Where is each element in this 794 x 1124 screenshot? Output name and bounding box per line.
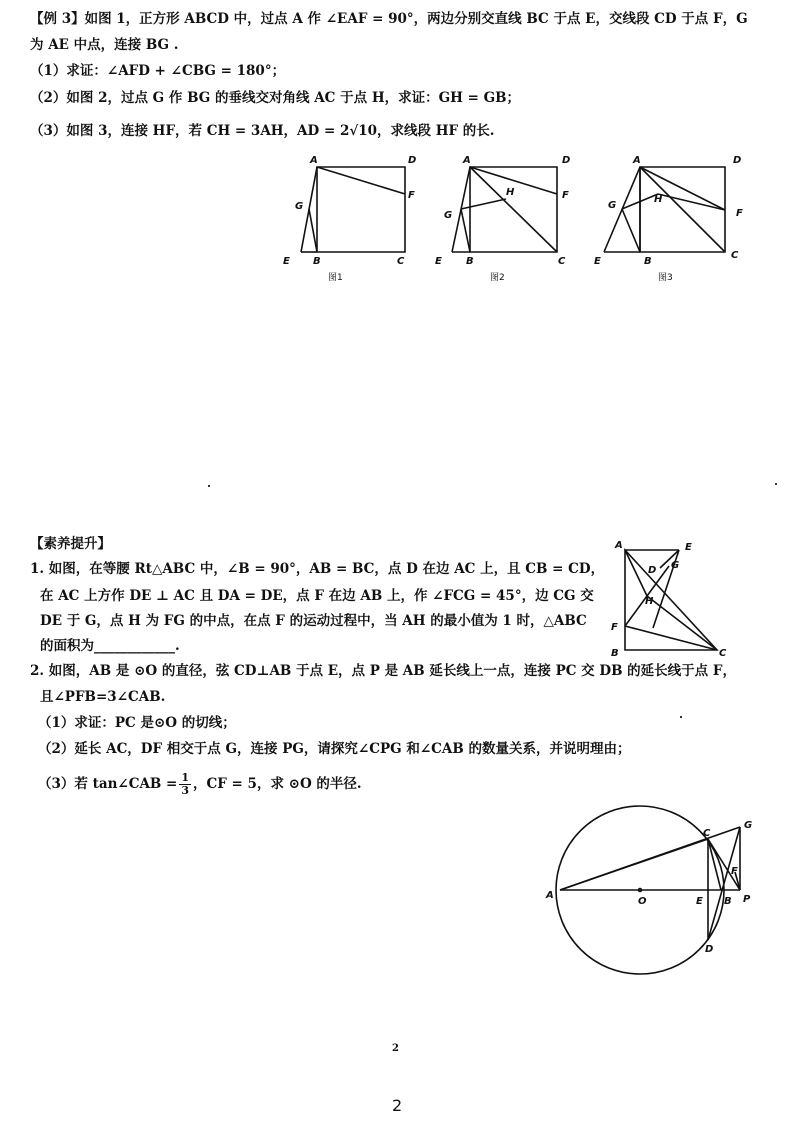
pt-d: D (562, 155, 571, 166)
pt-a: A (546, 890, 554, 901)
p1-line1: 1. 如图，在等腰 Rt△ABC 中，∠B = 90°，AB = BC，点 D 在边 AC 上，且 CB = CD， (30, 561, 605, 577)
p1-line2: 在 AC 上方作 DE ⊥ AC 且 DA = DE，点 F 在边 AB 上，作 ∠FCG = 45°，边 CG 交 (40, 588, 594, 604)
pt-f: F (408, 190, 415, 201)
fraction-numerator: 1 (181, 771, 190, 784)
pt-e: E (435, 256, 442, 267)
pt-b: B (644, 256, 652, 267)
pt-c: C (731, 250, 739, 261)
example3-q1: （1）求证：∠AFD + ∠CBG = 180°； (30, 63, 286, 79)
pt-c: C (719, 648, 727, 659)
pt-d: D (705, 944, 714, 955)
pt-c: C (558, 256, 566, 267)
figure-2 (430, 150, 580, 270)
pt-a: A (615, 540, 623, 551)
fraction-denominator: 3 (181, 784, 190, 797)
scan-speck (775, 483, 777, 485)
p2-line2: 且∠PFB=3∠CAB. (40, 689, 166, 705)
pt-g: G (608, 200, 617, 211)
p2-q1: （1）求证：PC 是⊙O 的切线； (38, 715, 236, 731)
p2-q2: （2）延长 AC，DF 相交于点 G，连接 PG，请探究∠CPG 和∠CAB 的数量关系，并说明理由； (38, 741, 631, 757)
pt-a: A (463, 155, 471, 166)
pt-b: B (611, 648, 619, 659)
pt-c: C (703, 828, 711, 839)
pt-f: F (731, 866, 738, 877)
example3-line1: 【例 3】如图 1，正方形 ABCD 中，过点 A 作 ∠EAF = 90°，两边分别交直线 BC 于点 E，交线段 CD 于点 F，G (30, 11, 748, 27)
pt-d: D (408, 155, 417, 166)
pt-e: E (283, 256, 290, 267)
example3-q2: （2）如图 2，过点 G 作 BG 的垂线交对角线 AC 于点 H，求证：GH = GB； (30, 90, 521, 106)
pt-f: F (736, 208, 743, 219)
pt-g: G (295, 201, 304, 212)
figure-3 (590, 150, 750, 270)
caption-fig2: 图2 (490, 273, 505, 283)
fraction (179, 772, 191, 797)
pt-h: H (654, 194, 663, 205)
caption-fig3: 图3 (658, 273, 673, 283)
figure-p2 (540, 812, 770, 972)
pt-p: P (743, 894, 751, 905)
pt-e: E (685, 542, 692, 553)
caption-fig1: 图1 (328, 273, 343, 283)
figure-p1 (605, 538, 735, 658)
example3-line2: 为 AE 中点，连接 BG . (30, 37, 179, 53)
scan-speck (208, 485, 210, 487)
pt-h: H (506, 187, 515, 198)
pt-c: C (397, 256, 405, 267)
pt-g: G (744, 820, 753, 831)
page-footer-number: 2 (392, 1096, 403, 1115)
p1-line4: 的面积为____________. (40, 638, 180, 654)
pt-b: B (724, 896, 732, 907)
pt-b: B (313, 256, 321, 267)
figure-1 (275, 150, 415, 270)
pt-e: E (696, 896, 703, 907)
pt-o: O (638, 896, 647, 907)
pt-a: A (633, 155, 641, 166)
pt-b: B (466, 256, 474, 267)
pt-h: H (645, 596, 654, 607)
pt-a: A (310, 155, 318, 166)
scan-speck (680, 716, 682, 718)
p2-q3 (38, 772, 362, 797)
section-title: 【素养提升】 (30, 536, 111, 552)
p2-line1: 2. 如图，AB 是 ⊙O 的直径，弦 CD⊥AB 于点 E，点 P 是 AB 延长线上一点，连接 PC 交 DB 的延长线于点 F， (30, 663, 736, 679)
pt-g: G (444, 210, 453, 221)
example3-q3: （3）如图 3，连接 HF，若 CH = 3AH，AD = 2√10，求线段 HF 的长. (30, 123, 495, 139)
pt-e: E (594, 256, 601, 267)
inner-page-number: 2 (392, 1043, 399, 1054)
pt-d: D (648, 565, 657, 576)
pt-d: D (733, 155, 742, 166)
p2-q3-pre: （3）若 tan∠CAB = (38, 776, 178, 792)
p2-q3-post: ，CF = 5，求 ⊙O 的半径. (193, 776, 362, 792)
p1-line3: DE 于 G，点 H 为 FG 的中点，在点 F 的运动过程中，当 AH 的最小值为 1 时，△ABC (40, 613, 587, 629)
pt-f: F (611, 622, 618, 633)
pt-f: F (562, 190, 569, 201)
pt-g: G (671, 560, 680, 571)
